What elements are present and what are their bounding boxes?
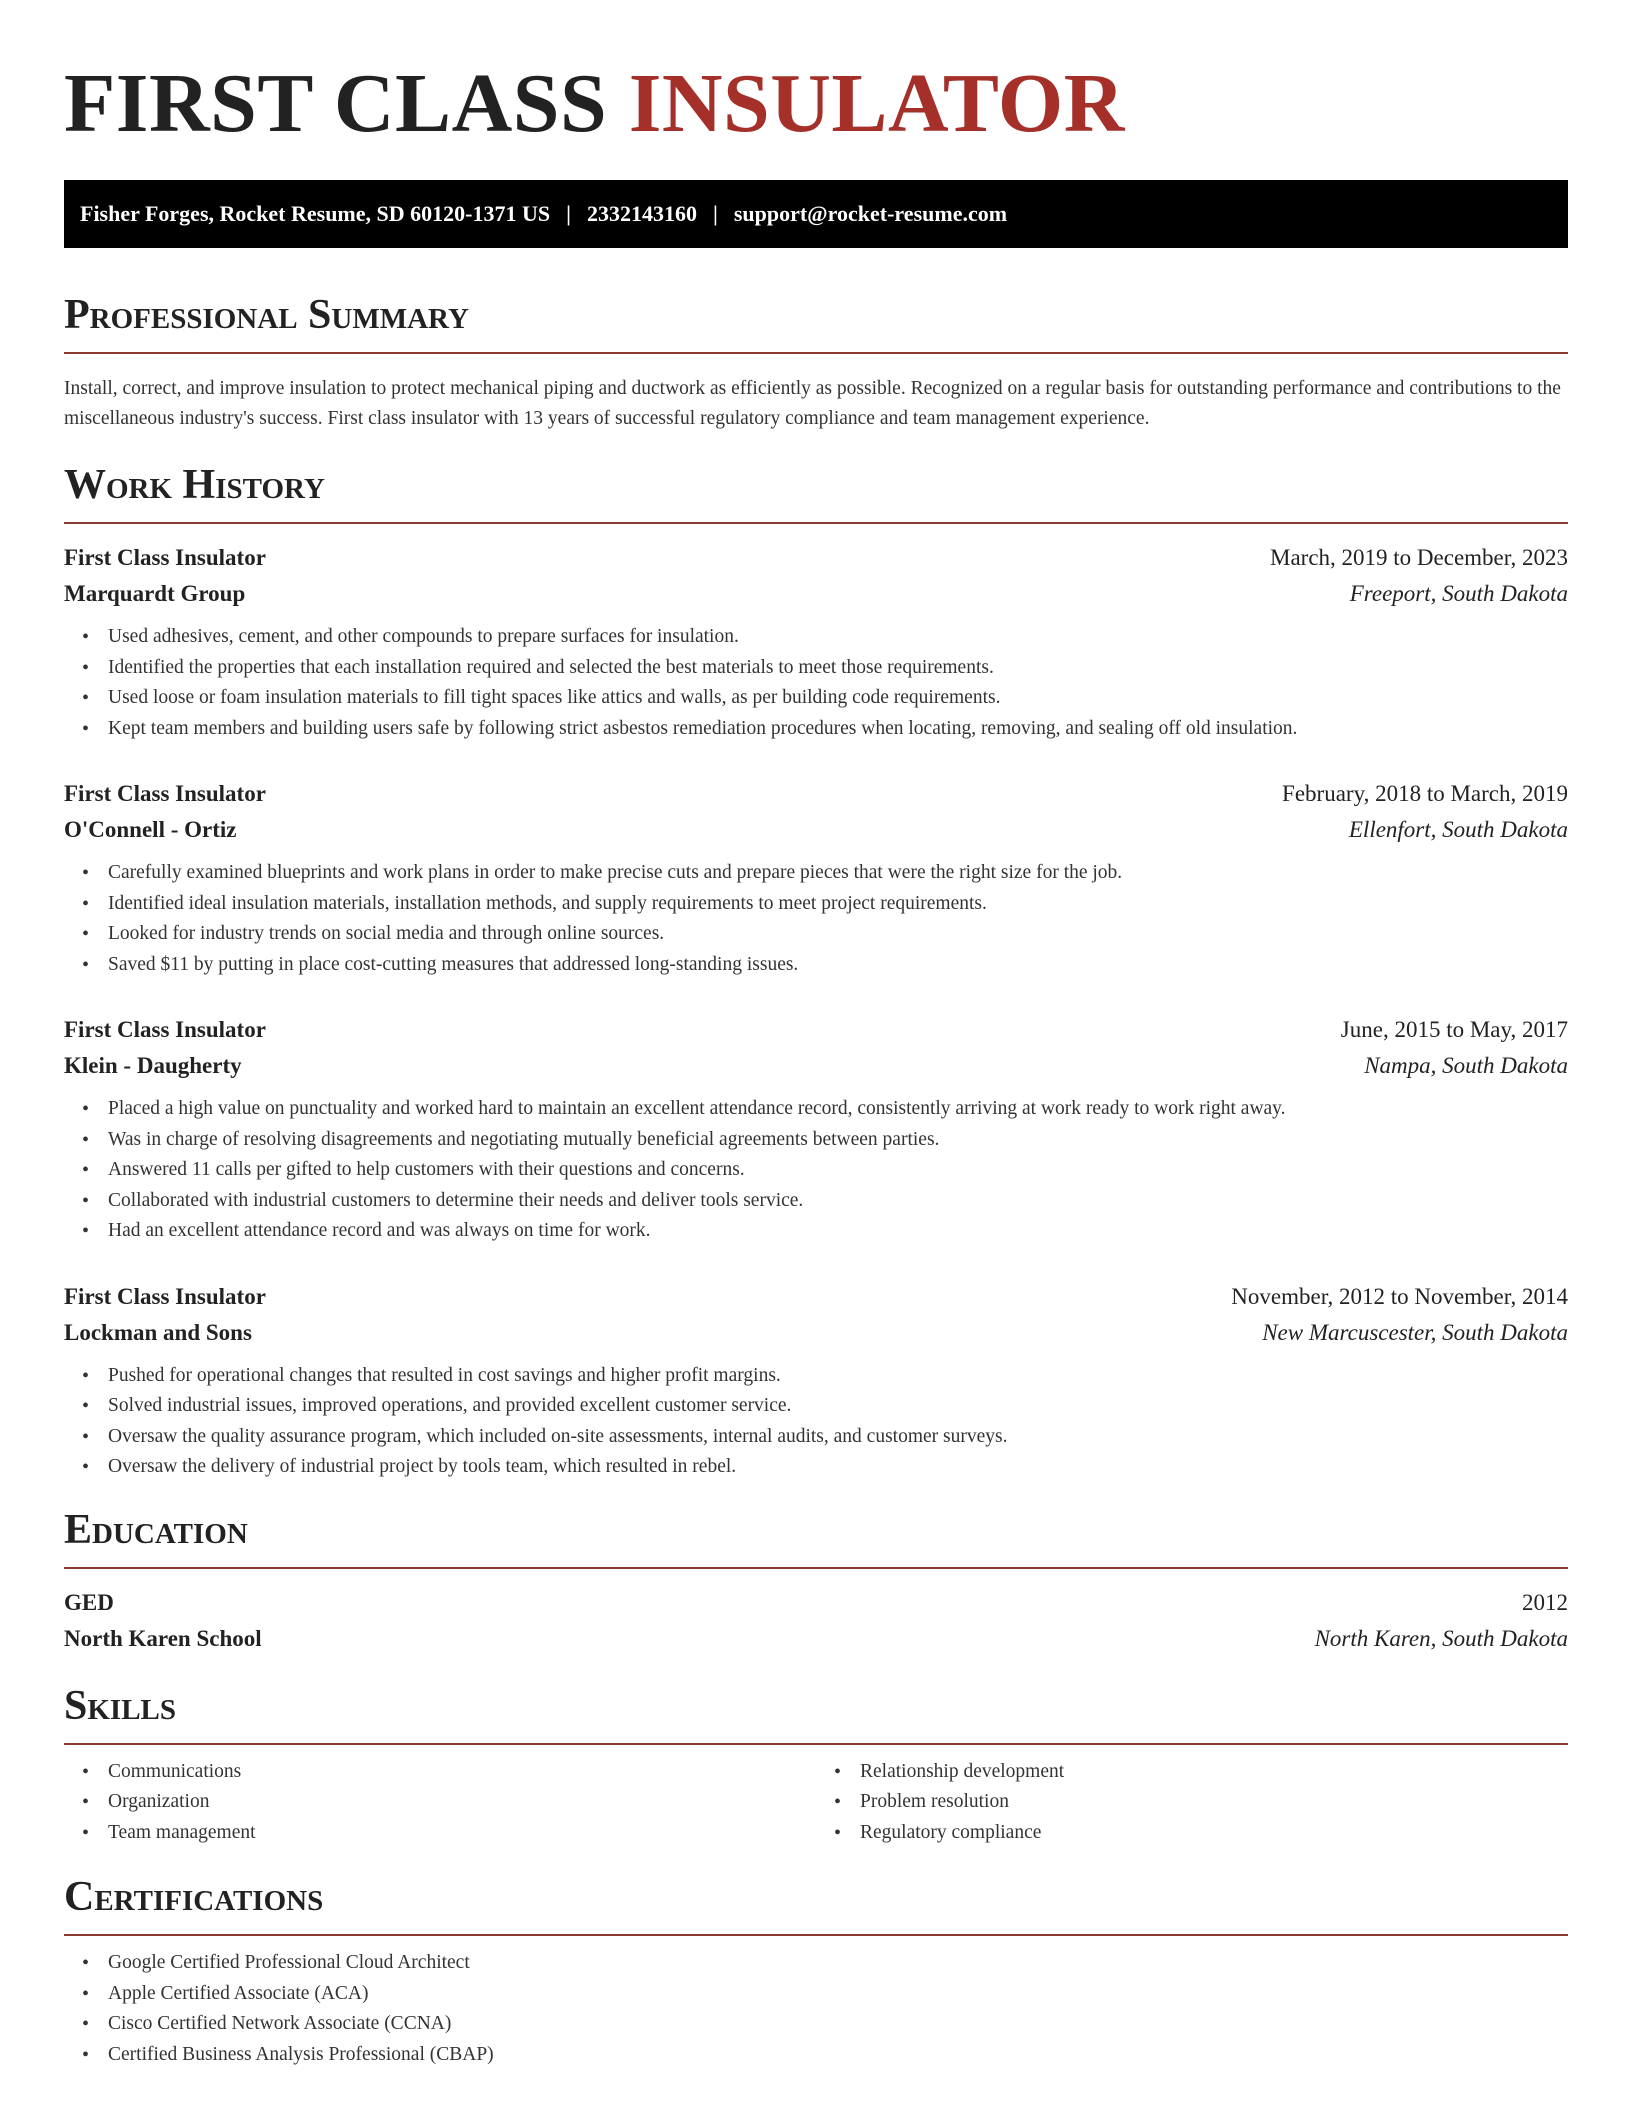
education-location: North Karen, South Dakota: [1314, 1625, 1568, 1651]
section-divider: [64, 522, 1568, 524]
list-item: • Organization: [108, 1787, 816, 1818]
education-heading: Education: [64, 1506, 248, 1553]
job-entry: [64, 540, 1568, 744]
work-history-heading: Work History: [64, 462, 325, 508]
job-title: First Class Insulator: [64, 545, 266, 570]
job-entry: [64, 1279, 1568, 1483]
list-item: • Team management: [108, 1818, 816, 1849]
section-divider: [64, 1934, 1568, 1936]
job-title: First Class Insulator: [64, 1017, 266, 1042]
job-company: Lockman and Sons: [64, 1319, 252, 1345]
summary-text: Install, correct, and improve insulation to protect mechanical piping and ductwork as efficiently as possible. Recognized on a regular basis for outstanding performance and contributions to the miscellaneous industry's success. First class insulator with 13 years of successful regulatory compliance and team management experience.: [64, 378, 1561, 429]
name-first-part: FIRST CLASS: [64, 57, 608, 150]
list-item: • Oversaw the delivery of industrial project by tools team, which resulted in rebel.: [108, 1452, 1568, 1483]
list-item: • Was in charge of resolving disagreements and negotiating mutually beneficial agreements between parties.: [108, 1125, 1568, 1156]
summary-section: [64, 290, 1568, 434]
job-entry: [64, 776, 1568, 980]
job-company: O'Connell - Ortiz: [64, 817, 237, 842]
job-company: Klein - Daugherty: [64, 1053, 242, 1078]
list-item: • Identified ideal insulation materials, installation methods, and supply requirements to meet project requirements.: [108, 889, 1568, 920]
job-location: New Marcuscester, South Dakota: [1262, 1319, 1568, 1345]
work-history-section: [64, 460, 1568, 1483]
list-item: • Oversaw the quality assurance program, which included on-site assessments, internal audits, and customer surveys.: [108, 1422, 1568, 1453]
job-location: Freeport, South Dakota: [1349, 581, 1568, 606]
list-item: • Apple Certified Associate (ACA): [108, 1979, 1568, 2010]
contact-email: support@rocket-resume.com: [733, 201, 1008, 226]
education-school: North Karen School: [64, 1625, 262, 1651]
job-bullets: [64, 1361, 1568, 1483]
list-item: • Google Certified Professional Cloud Architect: [108, 1948, 1568, 1979]
list-item: • Placed a high value on punctuality and worked hard to maintain an excellent attendance record, consistently arriving at work ready to work right away.: [108, 1094, 1568, 1125]
job-title: First Class Insulator: [64, 1283, 266, 1309]
list-item: • Kept team members and building users safe by following strict asbestos remediation procedures when locating, removing, and sealing off old insulation.: [108, 714, 1568, 745]
job-bullets: [64, 858, 1568, 980]
contact-address: Fisher Forges, Rocket Resume, SD 60120-1371 US: [80, 201, 551, 226]
list-item: • Problem resolution: [860, 1787, 1568, 1818]
contact-bar: [64, 180, 1568, 248]
contact-phone: 2332143160: [586, 201, 697, 226]
list-item: • Had an excellent attendance record and was always on time for work.: [108, 1216, 1568, 1247]
skills-list-right: [816, 1757, 1568, 1849]
job-bullets: [64, 622, 1568, 744]
job-dates: February, 2018 to March, 2019: [1282, 781, 1568, 806]
job-dates: November, 2012 to November, 2014: [1231, 1283, 1568, 1309]
job-entry: [64, 1012, 1568, 1247]
list-item: • Pushed for operational changes that resulted in cost savings and higher profit margins.: [108, 1361, 1568, 1392]
job-dates: June, 2015 to May, 2017: [1340, 1017, 1568, 1042]
list-item: • Regulatory compliance: [860, 1818, 1568, 1849]
list-item: • Solved industrial issues, improved operations, and provided excellent customer service.: [108, 1391, 1568, 1422]
certifications-heading: Certifications: [64, 1874, 324, 1920]
job-company: Marquardt Group: [64, 581, 246, 606]
list-item: • Looked for industry trends on social media and through online sources.: [108, 919, 1568, 950]
contact-separator: |: [566, 201, 571, 226]
job-location: Ellenfort, South Dakota: [1348, 817, 1568, 842]
summary-heading: Professional Summary: [64, 292, 469, 338]
certifications-section: [64, 1872, 1568, 2070]
list-item: • Communications: [108, 1757, 816, 1788]
contact-separator: |: [712, 201, 718, 226]
skills-columns: [64, 1757, 1568, 1849]
section-divider: [64, 1567, 1568, 1569]
list-item: • Carefully examined blueprints and work plans in order to make precise cuts and prepare pieces that were the right size for the job.: [108, 858, 1568, 889]
skills-list-left: [64, 1757, 816, 1849]
list-item: • Saved $11 by putting in place cost-cutting measures that addressed long-standing issues.: [108, 950, 1568, 981]
job-bullets: [64, 1094, 1568, 1247]
list-item: • Used adhesives, cement, and other compounds to prepare surfaces for insulation.: [108, 622, 1568, 653]
education-section: [64, 1505, 1568, 1657]
list-item: • Identified the properties that each installation required and selected the best materials to meet those requirements.: [108, 653, 1568, 684]
resume-name: [64, 0, 1568, 152]
list-item: • Relationship development: [860, 1757, 1568, 1788]
section-divider: [64, 352, 1568, 354]
job-dates: March, 2019 to December, 2023: [1270, 545, 1568, 570]
list-item: • Collaborated with industrial customers to determine their needs and deliver tools service.: [108, 1186, 1568, 1217]
list-item: • Answered 11 calls per gifted to help customers with their questions and concerns.: [108, 1155, 1568, 1186]
education-entry: [64, 1585, 1568, 1657]
skills-heading: Skills: [64, 1682, 177, 1729]
section-divider: [64, 1743, 1568, 1745]
education-year: 2012: [1522, 1589, 1568, 1615]
list-item: • Certified Business Analysis Professional (CBAP): [108, 2040, 1568, 2071]
certifications-list: [64, 1948, 1568, 2070]
skills-section: [64, 1681, 1568, 1849]
job-title: First Class Insulator: [64, 781, 266, 806]
list-item: • Cisco Certified Network Associate (CCNA): [108, 2009, 1568, 2040]
education-degree: GED: [64, 1589, 114, 1615]
list-item: • Used loose or foam insulation materials to fill tight spaces like attics and walls, as per building code requirements.: [108, 683, 1568, 714]
job-location: Nampa, South Dakota: [1364, 1053, 1568, 1078]
name-accent-part: INSULATOR: [628, 57, 1125, 150]
